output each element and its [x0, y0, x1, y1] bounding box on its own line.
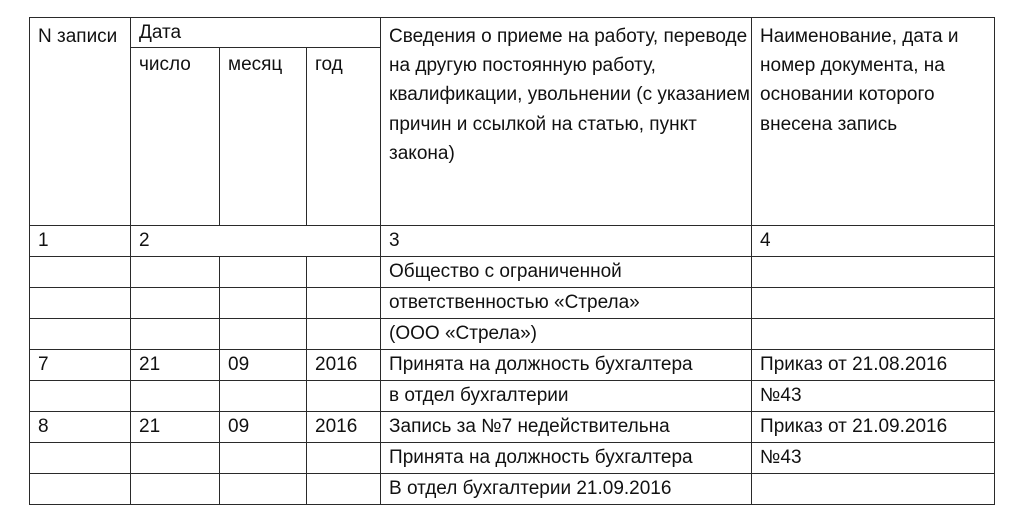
month-cell: 09	[220, 412, 307, 443]
month-cell: 09	[220, 350, 307, 381]
info-cell: Запись за №7 недействительна	[381, 412, 752, 443]
document-cell	[752, 257, 995, 288]
header-row	[30, 18, 995, 48]
table-row	[30, 257, 995, 288]
record-number-cell: 8	[30, 412, 131, 443]
header-document: Наименование, дата и номер документа, на основании которого внесена запись	[752, 18, 995, 226]
document-cell: Приказ от 21.09.2016	[752, 412, 995, 443]
info-cell: в отдел бухгалтерии	[381, 381, 752, 412]
info-cell: В отдел бухгалтерии 21.09.2016	[381, 474, 752, 505]
record-number-cell	[30, 319, 131, 350]
year-cell	[307, 257, 381, 288]
record-number-cell: 7	[30, 350, 131, 381]
document-cell: Приказ от 21.08.2016	[752, 350, 995, 381]
day-cell	[131, 381, 220, 412]
document-cell	[752, 474, 995, 505]
info-cell: Принята на должность бухгалтера	[381, 350, 752, 381]
month-cell	[220, 381, 307, 412]
header-record-number: N записи	[30, 18, 131, 226]
table-row	[30, 381, 995, 412]
record-number-cell	[30, 257, 131, 288]
year-cell	[307, 443, 381, 474]
table-row	[30, 474, 995, 505]
column-number-3: 3	[381, 226, 752, 257]
month-cell	[220, 257, 307, 288]
header-year: год	[307, 48, 381, 226]
record-number-cell	[30, 288, 131, 319]
table-row	[30, 443, 995, 474]
day-cell: 21	[131, 412, 220, 443]
column-number-2: 2	[131, 226, 381, 257]
year-cell	[307, 381, 381, 412]
month-cell	[220, 288, 307, 319]
document-cell: №43	[752, 443, 995, 474]
year-cell: 2016	[307, 350, 381, 381]
table-row	[30, 350, 995, 381]
column-number-row	[30, 226, 995, 257]
day-cell	[131, 288, 220, 319]
day-cell	[131, 474, 220, 505]
day-cell: 21	[131, 350, 220, 381]
header-employment-info: Сведения о приеме на работу, переводе на другую постоянную работу, квалификации, увольнении (с указанием причин и ссылкой на статью, пункт закона)	[381, 18, 752, 226]
month-cell	[220, 474, 307, 505]
column-number-4: 4	[752, 226, 995, 257]
record-number-cell	[30, 381, 131, 412]
year-cell: 2016	[307, 412, 381, 443]
header-month: месяц	[220, 48, 307, 226]
table-row	[30, 319, 995, 350]
header-day: число	[131, 48, 220, 226]
year-cell	[307, 474, 381, 505]
table-row	[30, 288, 995, 319]
month-cell	[220, 319, 307, 350]
info-cell: ответственностью «Стрела»	[381, 288, 752, 319]
day-cell	[131, 443, 220, 474]
header-date: Дата	[131, 18, 381, 48]
day-cell	[131, 257, 220, 288]
column-number-1: 1	[30, 226, 131, 257]
year-cell	[307, 288, 381, 319]
year-cell	[307, 319, 381, 350]
day-cell	[131, 319, 220, 350]
table-row	[30, 412, 995, 443]
month-cell	[220, 443, 307, 474]
info-cell: Общество с ограниченной	[381, 257, 752, 288]
document-cell: №43	[752, 381, 995, 412]
employment-record-table	[29, 17, 995, 505]
info-cell: Принята на должность бухгалтера	[381, 443, 752, 474]
record-number-cell	[30, 443, 131, 474]
document-cell	[752, 288, 995, 319]
document-cell	[752, 319, 995, 350]
info-cell: (ООО «Стрела»)	[381, 319, 752, 350]
record-number-cell	[30, 474, 131, 505]
